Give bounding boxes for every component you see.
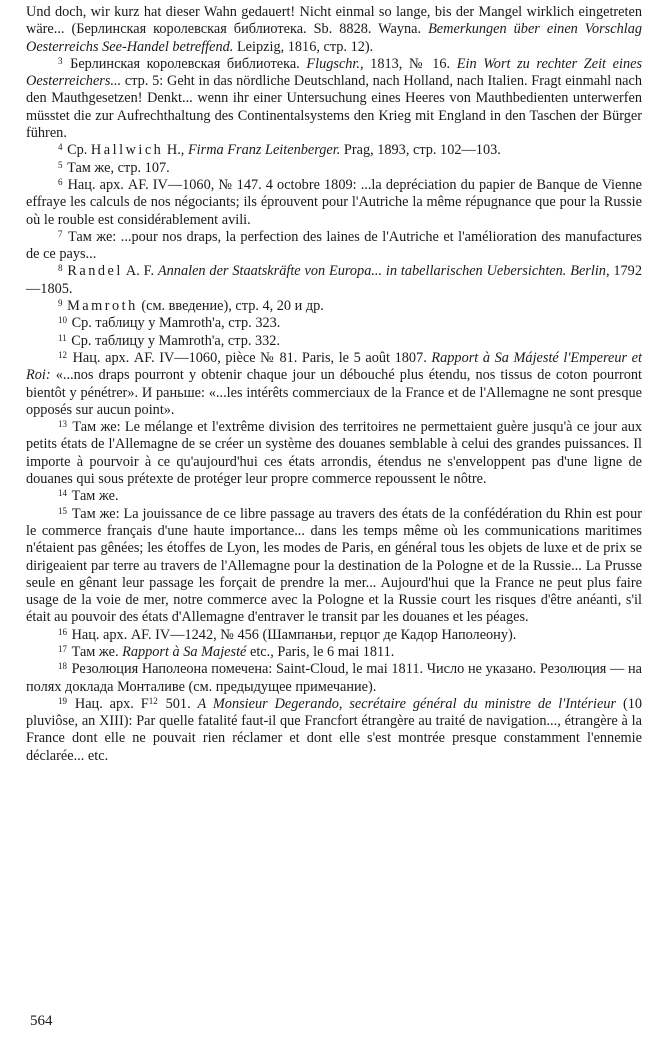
text-run: Там же. — [71, 643, 123, 660]
footnote-17 — [26, 644, 642, 661]
text-run: Нац. арх. AF. IV—1060, pièce № 81. Paris, le 5 août 1807. — [72, 349, 432, 366]
text-run: Нац. арх. AF. IV—1242, № 456 (Шампаньи, герцог де Кадор Наполеону). — [71, 626, 517, 643]
text-run: Там же: La jouissance de ce libre passage au travers des états de la confédération du Rhin est pour le commerce français d'une haute importance... dans les temps même où les communications maritimes n'étaient pas gênées; les étoffes de Lyon, les modes de Paris, en général tous les objets de luxe et de prix se dirigeaient par terre au travers de l'Allemagne pour la destination de la Pologne et de la Russie... La Prusse seule en gênant leur passage les forçait de prendre la mer... Aujourd'hui que la France ne peut plus faire usage de la voie de mer, notre commerce avec la Pologne et la Russie court les risques d'être anéanti, s'il était au pouvoir des états d'Allemagne d'entraver le transit par les douanes et les péages. — [26, 505, 642, 626]
italic-text: Rapport à Sa Majesté — [122, 643, 247, 660]
italic-text: Ein Wort zu rechter Zeit eines Oesterreichers... — [26, 55, 643, 90]
footnote-continuation — [26, 4, 642, 56]
italic-text: Firma Franz Leitenberger. — [187, 142, 341, 159]
footnote-number: 9 — [58, 298, 63, 309]
footnote-number: 12 — [58, 349, 67, 360]
footnote-number: 17 — [58, 643, 67, 654]
superscript: 12 — [148, 695, 158, 706]
text-run: 1813, № 16. — [363, 55, 457, 72]
text-run: Leipzig, 1816, стр. 12). — [233, 38, 374, 55]
text-run: Нац. арх. F — [74, 695, 149, 712]
footnote-10 — [26, 315, 642, 332]
footnote-number: 3 — [58, 55, 63, 66]
footnote-number: 10 — [58, 315, 67, 326]
author-name: Mamroth — [67, 298, 138, 315]
footnote-7 — [26, 229, 642, 264]
text-run: etc., Paris, le 6 mai 1811. — [246, 643, 395, 660]
italic-text: Annalen der Staatskräfte von Europa... in tabellarischen Uebersichten. Berlin, — [157, 263, 610, 280]
footnote-3 — [26, 56, 642, 142]
text-run: 501. — [158, 695, 198, 712]
footnote-number: 7 — [58, 228, 63, 239]
footnote-5 — [26, 160, 642, 177]
footnote-number: 8 — [58, 263, 63, 274]
footnote-number: 11 — [58, 332, 67, 343]
footnote-9 — [26, 298, 642, 315]
footnote-6 — [26, 177, 642, 229]
footnote-8 — [26, 263, 642, 298]
footnote-number: 18 — [58, 661, 67, 672]
italic-text: Flugschr., — [306, 55, 364, 72]
text-run: (10 pluviôse, an XIII): Par quelle fatalité faut-il que Francfort étrangère au traité de navigation..., étrangère à la France dont elle ne pouvait rien réclamer et dont elle s'est montrée presque constamment l'ennemie déclarée... etc. — [26, 695, 643, 764]
author-name: Hallwich — [90, 142, 164, 159]
text-run: 1792—1805. — [26, 263, 642, 297]
footnote-number: 5 — [58, 159, 63, 170]
text-run: Prag, 1893, стр. 102—103. — [340, 142, 501, 159]
footnote-19 — [26, 696, 642, 765]
footnote-11 — [26, 333, 642, 350]
text-run: стр. 5: Geht in das nördliche Deutschland, nach Holland, nach Italien. Fragt einmahl nach den Mauthgesetzen! Denkt... wenn ihr einer Untersuchung eines Heeres von Mauthbedienten unterwerfen müsstet die zur Aufrechthaltung des Continentalsystems den Krieg mit England in den Taschen der Bürger führen. — [26, 73, 642, 142]
footnote-12 — [26, 350, 642, 419]
page-number: 564 — [30, 1013, 53, 1029]
text-run: «...nos draps pourront y obtenir chaque jour un débouché plus étendu, nos tissus de coton pourront bientôt y pénétrer». И раньше: «...les intérêts commerciaux de la France et de l'Allemagne ne sont presque opposés sur aucun point». — [26, 367, 642, 418]
text-run: Резолюция Наполеона помечена: Saint-Cloud, le mai 1811. Число не указано. Резолюция — на полях доклада Монталиве (см. предыдущее примечание). — [26, 661, 642, 695]
footnote-number: 6 — [58, 176, 63, 187]
footnotes-block — [26, 4, 642, 765]
footnote-number: 16 — [58, 626, 67, 637]
author-name: Randel — [67, 263, 123, 280]
footnote-16 — [26, 627, 642, 644]
text-run: Там же: Le mélange et l'extrême division des territoires ne permettaient guère jusqu'à ce jour aux petits états de l'Allemagne de se créer un système des douanes semblable à celui des grandes puissances. Il importe à pourvoir à ce qu'aujourd'hui ces états arrondis, étendus ne s'enveloppent pas d'une ligne de douanes qui sous prétexte de protéger leur propre commerce repoussent le nôtre. — [26, 419, 643, 488]
italic-text: Rapport à Sa Májesté l'Empereur et Roi: — [26, 349, 642, 384]
text-run: Там же. — [71, 488, 119, 505]
italic-text: Bemerkungen über einen Vorschlag Oesterreichs See-Handel betreffend. — [26, 21, 642, 55]
footnote-4 — [26, 142, 642, 159]
text-run: Там же: ...pour nos draps, la perfection des laines de l'Autriche et l'amélioration des manufactures de ce pays... — [26, 228, 642, 263]
text-run: A. F. — [122, 263, 158, 280]
footnote-number: 14 — [58, 488, 67, 499]
text-run: Ср. таблицу у Mamroth'a, стр. 332. — [71, 332, 281, 349]
footnote-14 — [26, 488, 642, 505]
footnote-number: 15 — [58, 505, 67, 516]
text-run: H., — [163, 142, 188, 159]
text-run: Ср. — [67, 142, 91, 159]
footnote-15 — [26, 506, 642, 627]
footnote-18 — [26, 661, 642, 696]
italic-text: A Monsieur Degerando, secrétaire général du ministre de l'Intérieur — [197, 695, 617, 712]
footnote-number: 13 — [58, 419, 67, 430]
text-run: (см. введение), стр. 4, 20 и др. — [137, 298, 324, 315]
text-run: Там же, стр. 107. — [67, 159, 170, 176]
text-run: Ср. таблицу у Mamroth'a, стр. 323. — [71, 315, 281, 332]
text-run: Und doch, wir kurz hat dieser Wahn gedauert! Nicht einmal so lange, bis der Mangel wirklich eingetreten wäre... (Берлинская королевская библиотека. Sb. 8828. Wayna. — [26, 4, 642, 38]
footnote-13 — [26, 419, 642, 488]
footnote-number: 19 — [58, 695, 67, 706]
text-run: Берлинская королевская библиотека. — [70, 55, 307, 72]
text-run: Нац. арх. AF. IV—1060, № 147. 4 octobre 1809: ...la depréciation du papier de Banque de Vienne effraye les calculs de nos négociants; ils éprouvent pour l'Autriche la même répugnance que pour la Russie où le rouble est considérablement avili. — [26, 176, 642, 228]
footnote-number: 4 — [58, 142, 63, 153]
